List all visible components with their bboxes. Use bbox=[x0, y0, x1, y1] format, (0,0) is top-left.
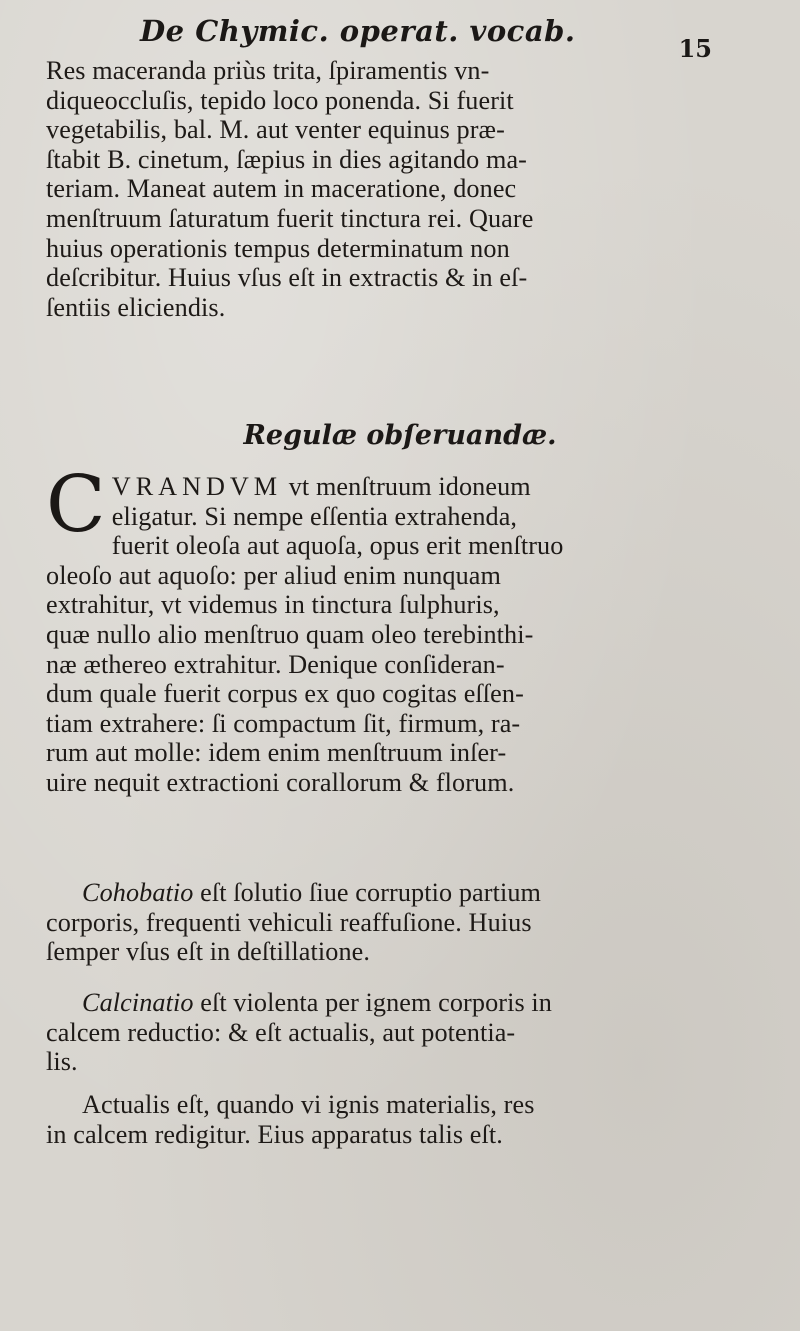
text-line: deſcribitur. Huius vſus eſt in extractis & in eſ- bbox=[46, 263, 528, 293]
line-rest: eſt ſolutio ſiue corruptio partium bbox=[193, 878, 541, 907]
page-number: 15 bbox=[678, 34, 712, 63]
text-line: dum quale fuerit corpus ex quo cogitas eſſen- bbox=[46, 679, 524, 709]
text-line-first bbox=[46, 472, 758, 502]
section-heading: Regulæ obſeruandæ. bbox=[243, 420, 557, 451]
paragraph-actualis bbox=[46, 1090, 758, 1149]
text-line: tiam extrahere: ſi compactum ſit, firmum, ra- bbox=[46, 708, 521, 738]
paragraph-calcinatio bbox=[46, 988, 758, 1077]
text-line: diqueoccluſis, tepido loco ponenda. Si fuerit bbox=[46, 85, 514, 115]
text-line: huius operationis tempus determinatum non bbox=[46, 233, 510, 263]
paragraph-regulae bbox=[46, 460, 758, 798]
line-rest: eſt violenta per ignem corporis in bbox=[193, 988, 552, 1017]
defined-term: Calcinatio bbox=[82, 988, 194, 1017]
text-line: teriam. Maneat autem in maceratione, donec bbox=[46, 174, 517, 204]
text-line: extrahitur, vt videmus in tinctura ſulphuris, bbox=[46, 590, 500, 620]
line-rest: vt menſtruum idoneum bbox=[282, 472, 531, 501]
text-line: in calcem redigitur. Eius apparatus talis eſt. bbox=[46, 1119, 503, 1149]
text-line: lis. bbox=[46, 1047, 78, 1077]
text-line: eligatur. Si nempe eſſentia extrahenda, bbox=[111, 501, 518, 531]
text-line: rum aut molle: idem enim menſtruum inſer- bbox=[46, 738, 507, 768]
text-line: næ æthereo extrahitur. Denique conſideran- bbox=[46, 649, 505, 679]
paragraph-maceration bbox=[46, 56, 758, 322]
opening-word: VRANDVM bbox=[111, 472, 283, 501]
text-line: corporis, frequenti vehiculi reaffuſione. Huius bbox=[46, 907, 532, 937]
text-line: Res maceranda priùs trita, ſpiramentis vn- bbox=[46, 56, 490, 85]
defined-term: Cohobatio bbox=[82, 878, 194, 907]
text-line: ſentiis eliciendis. bbox=[46, 292, 226, 322]
text-line: ſtabit B. cinetum, ſæpius in dies agitando ma- bbox=[46, 144, 527, 174]
paragraph-cohobatio bbox=[46, 878, 758, 967]
text-line-first bbox=[46, 878, 758, 908]
text-line: uire nequit extractioni corallorum & florum. bbox=[46, 767, 515, 797]
text-line: calcem reductio: & eſt actualis, aut potentia- bbox=[46, 1017, 516, 1047]
text-line: ſemper vſus eſt in deſtillatione. bbox=[46, 937, 371, 967]
running-head: De Chymic. operat. vocab. bbox=[140, 14, 576, 48]
text-line: vegetabilis, bal. M. aut venter equinus præ- bbox=[46, 115, 505, 145]
page-header bbox=[140, 14, 712, 63]
text-line-first bbox=[46, 988, 758, 1018]
text-line: quæ nullo alio menſtruo quam oleo terebinthi- bbox=[46, 619, 534, 649]
text-line: menſtruum ſaturatum fuerit tinctura rei. Quare bbox=[46, 203, 534, 233]
text-line: Actualis eſt, quando vi ignis materialis, res bbox=[82, 1090, 535, 1119]
text-line: oleoſo aut aquoſo: per aliud enim nunquam bbox=[46, 560, 502, 590]
text-line: fuerit oleoſa aut aquoſa, opus erit menſtruo bbox=[111, 531, 564, 561]
drop-cap: C bbox=[46, 460, 106, 550]
